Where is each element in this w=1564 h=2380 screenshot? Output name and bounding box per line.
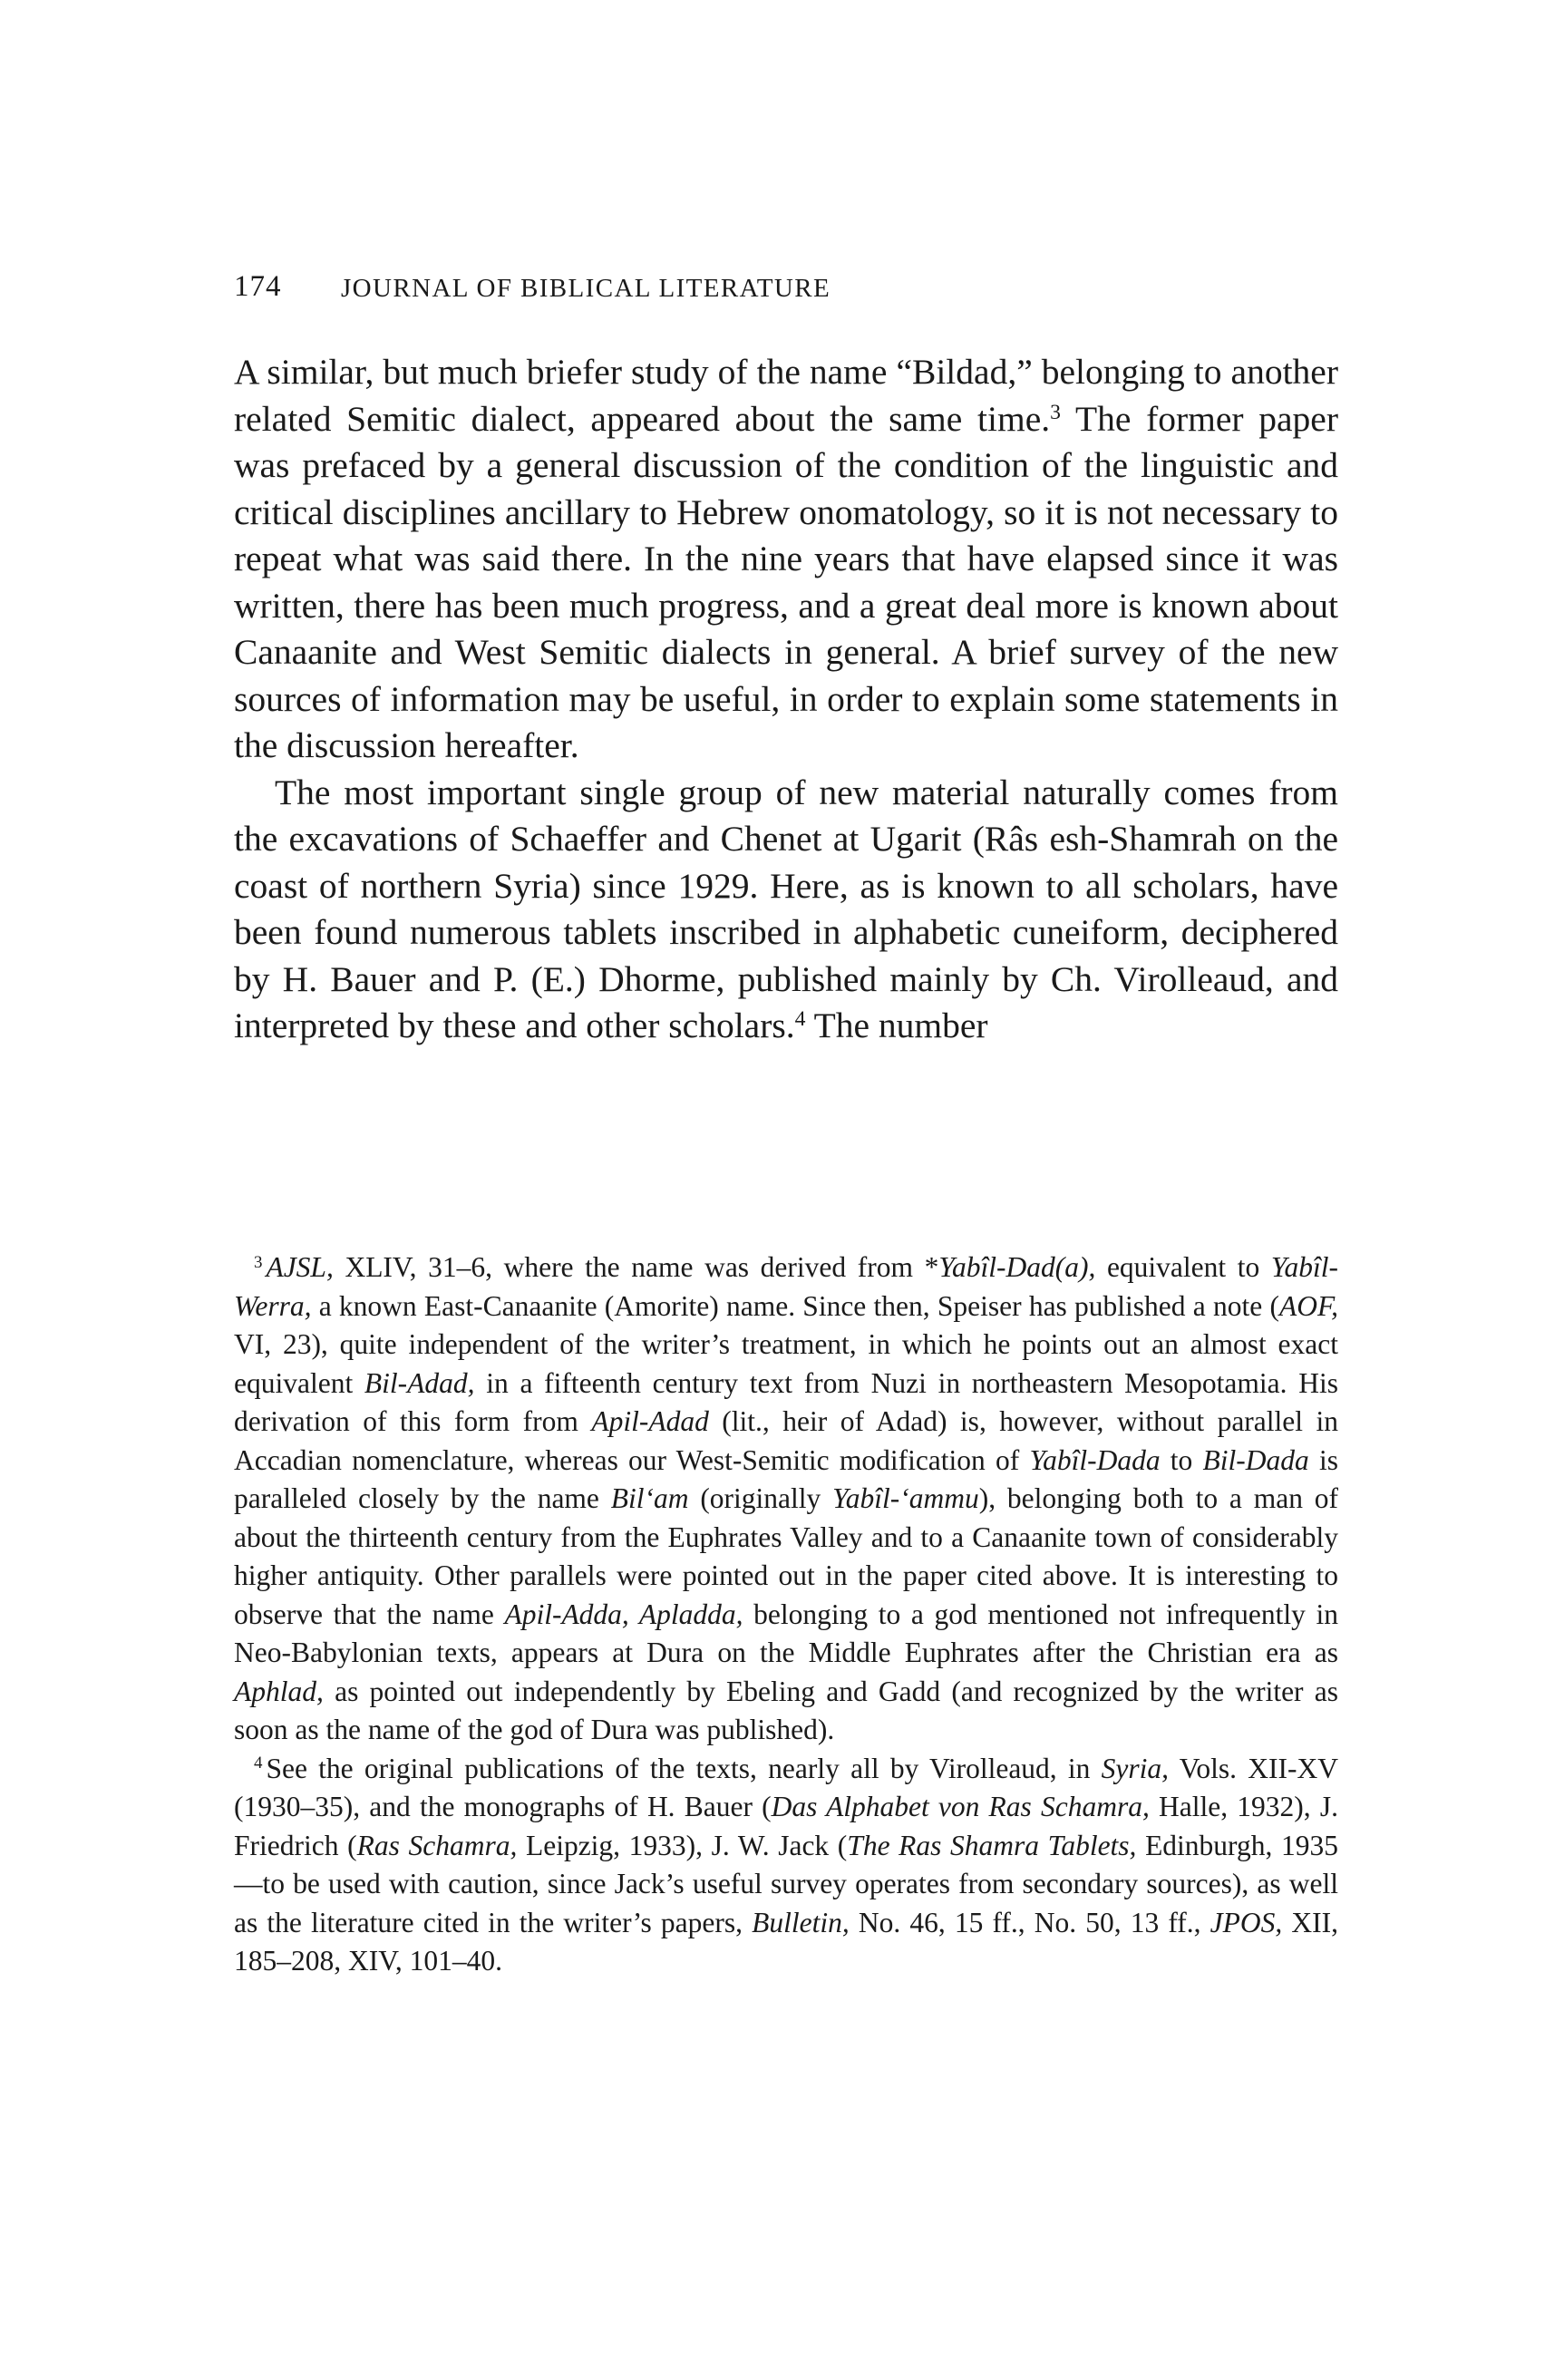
footnote-4-run: Ras Schamra, [356, 1829, 518, 1861]
footnote-4-run: The Ras Shamra Tablets, [847, 1829, 1137, 1861]
footnote-3-run: Bil-Dada [1202, 1443, 1309, 1476]
footnote-4-run: JPOS, [1209, 1906, 1283, 1938]
footnote-4-run: Das Alphabet von Ras Schamra, [771, 1791, 1150, 1822]
footnote-3-run: (lit., heir of Adad) is, however, without parallel in Accadian nomenclature, whereas our West-Semitic modification of [234, 1405, 1338, 1476]
footnote-4-run: Halle, 1932), J. Friedrich ( [234, 1791, 1338, 1861]
footnote-3-run: Yabîl-Dad(a), [938, 1251, 1096, 1283]
footnote-3 [234, 1248, 1338, 1750]
footnote-3-run: AOF, [1278, 1289, 1338, 1322]
footnote-3-run: to [1160, 1443, 1203, 1476]
footnote-ref-4: 4 [794, 1006, 806, 1031]
footnote-3-run: AJSL, [266, 1251, 334, 1283]
paragraph-2-text-a: The most important single group of new material naturally comes from the excavations of Schaeffer and Chenet at Ugarit (Râs esh-Shamrah on the coast of northern Syria) since 1929. Here, as is known to all scholars, have been found numerous tablets inscribed in alphabetic cuneiform, deciphered by H. Bauer and P. (E.) Dhorme, published mainly by Ch. Virolleaud, and interpreted by these and other scholars. [234, 772, 1338, 1045]
footnote-3-run: Yabîl-Werra, [234, 1251, 1338, 1322]
footnote-3-run: is paralleled closely by the name [234, 1443, 1338, 1514]
paragraph-1 [234, 349, 1338, 770]
footnote-4-run: See the original publications of the texts, nearly all by Virolleaud, in [266, 1752, 1102, 1784]
footnote-4-run: Vols. XII-XV (1930–35), and the monographs of H. Bauer ( [234, 1752, 1338, 1822]
footnote-3-run: belonging to a god mentioned not infrequently in Neo-Babylonian texts, appears at Dura on the Middle Euphrates after the Christian era as [234, 1598, 1338, 1668]
page-header [234, 270, 1338, 306]
footnote-3-run: Yabîl-‘ammu [832, 1482, 979, 1514]
footnote-4-run: Bulletin, [752, 1906, 850, 1938]
footnote-3-run: VI, 23), quite independent of the writer’s treatment, in which he points out an almost exact equivalent [234, 1328, 1338, 1399]
footnote-4-run: Edinburgh, 1935—to be used with caution, since Jack’s useful survey operates from secondary sources), as well as the literature cited in the writer’s papers, [234, 1829, 1338, 1938]
footnote-3-run: XLIV, 31–6, where the name was derived from * [333, 1251, 939, 1283]
paragraph-1-text-a: A similar, but much briefer study of the name “Bildad,” belonging to another related Semitic dialect, appeared about the same time. [234, 352, 1338, 439]
footnote-ref-3: 3 [1050, 400, 1061, 424]
footnote-3-run: Yabîl-Dada [1029, 1443, 1161, 1476]
footnote-3-run: in a fifteenth century text from Nuzi in northeastern Mesopotamia. His derivation of this form from [234, 1366, 1338, 1437]
footnote-3-run: Bil-Adad, [364, 1366, 475, 1399]
footnote-3-run: Apil-Adda, Apladda, [504, 1598, 743, 1630]
footnote-4-run: XII, 185–208, XIV, 101–40. [234, 1906, 1338, 1977]
footnote-4-mark: 4 [254, 1753, 263, 1773]
footnote-3-run: ), belonging both to a man of about the thirteenth century from the Euphrates Valley and to a Canaanite town of considerably higher antiquity. Other parallels were pointed out in the paper cited above. It is interesting to observe that the name [234, 1482, 1339, 1630]
footnote-4-run: No. 46, 15 ff., No. 50, 13 ff., [849, 1906, 1210, 1938]
footnote-4 [234, 1750, 1338, 1981]
paragraph-2-text-b: The number [805, 1005, 988, 1045]
footnote-3-run: (originally [688, 1482, 833, 1514]
footnote-3-run: Aphlad, [234, 1675, 324, 1707]
footnote-3-run: Bil‘am [610, 1482, 689, 1514]
footnote-3-mark: 3 [254, 1252, 263, 1272]
footnote-3-run: as pointed out independently by Ebeling and Gadd (and recognized by the writer as soon as the name of the god of Dura was published). [234, 1675, 1338, 1745]
footnotes [234, 1248, 1338, 1981]
running-title: JOURNAL OF BIBLICAL LITERATURE [341, 274, 831, 303]
footnote-4-run: Leipzig, 1933), J. W. Jack ( [517, 1829, 848, 1861]
page-number: 174 [234, 270, 282, 303]
main-text [234, 349, 1338, 1050]
paragraph-2 [234, 770, 1338, 1050]
paragraph-1-text-b: The former paper was prefaced by a general discussion of the condition of the linguistic and critical disciplines ancillary to Hebrew onomatology, so it is not necessary to repeat what was said there. In the nine years that have elapsed since it was written, there has been much progress, and a great deal more is known about Canaanite and West Semitic dialects in general. A brief survey of the new sources of information may be useful, in order to explain some statements in the discussion hereafter. [234, 398, 1338, 765]
footnote-4-run: Syria, [1101, 1752, 1170, 1784]
footnote-3-run: equivalent to [1095, 1251, 1271, 1283]
footnote-3-run: Apil-Adad [591, 1405, 709, 1437]
footnote-3-run: a known East-Canaanite (Amorite) name. Since then, Speiser has published a note ( [311, 1289, 1279, 1322]
